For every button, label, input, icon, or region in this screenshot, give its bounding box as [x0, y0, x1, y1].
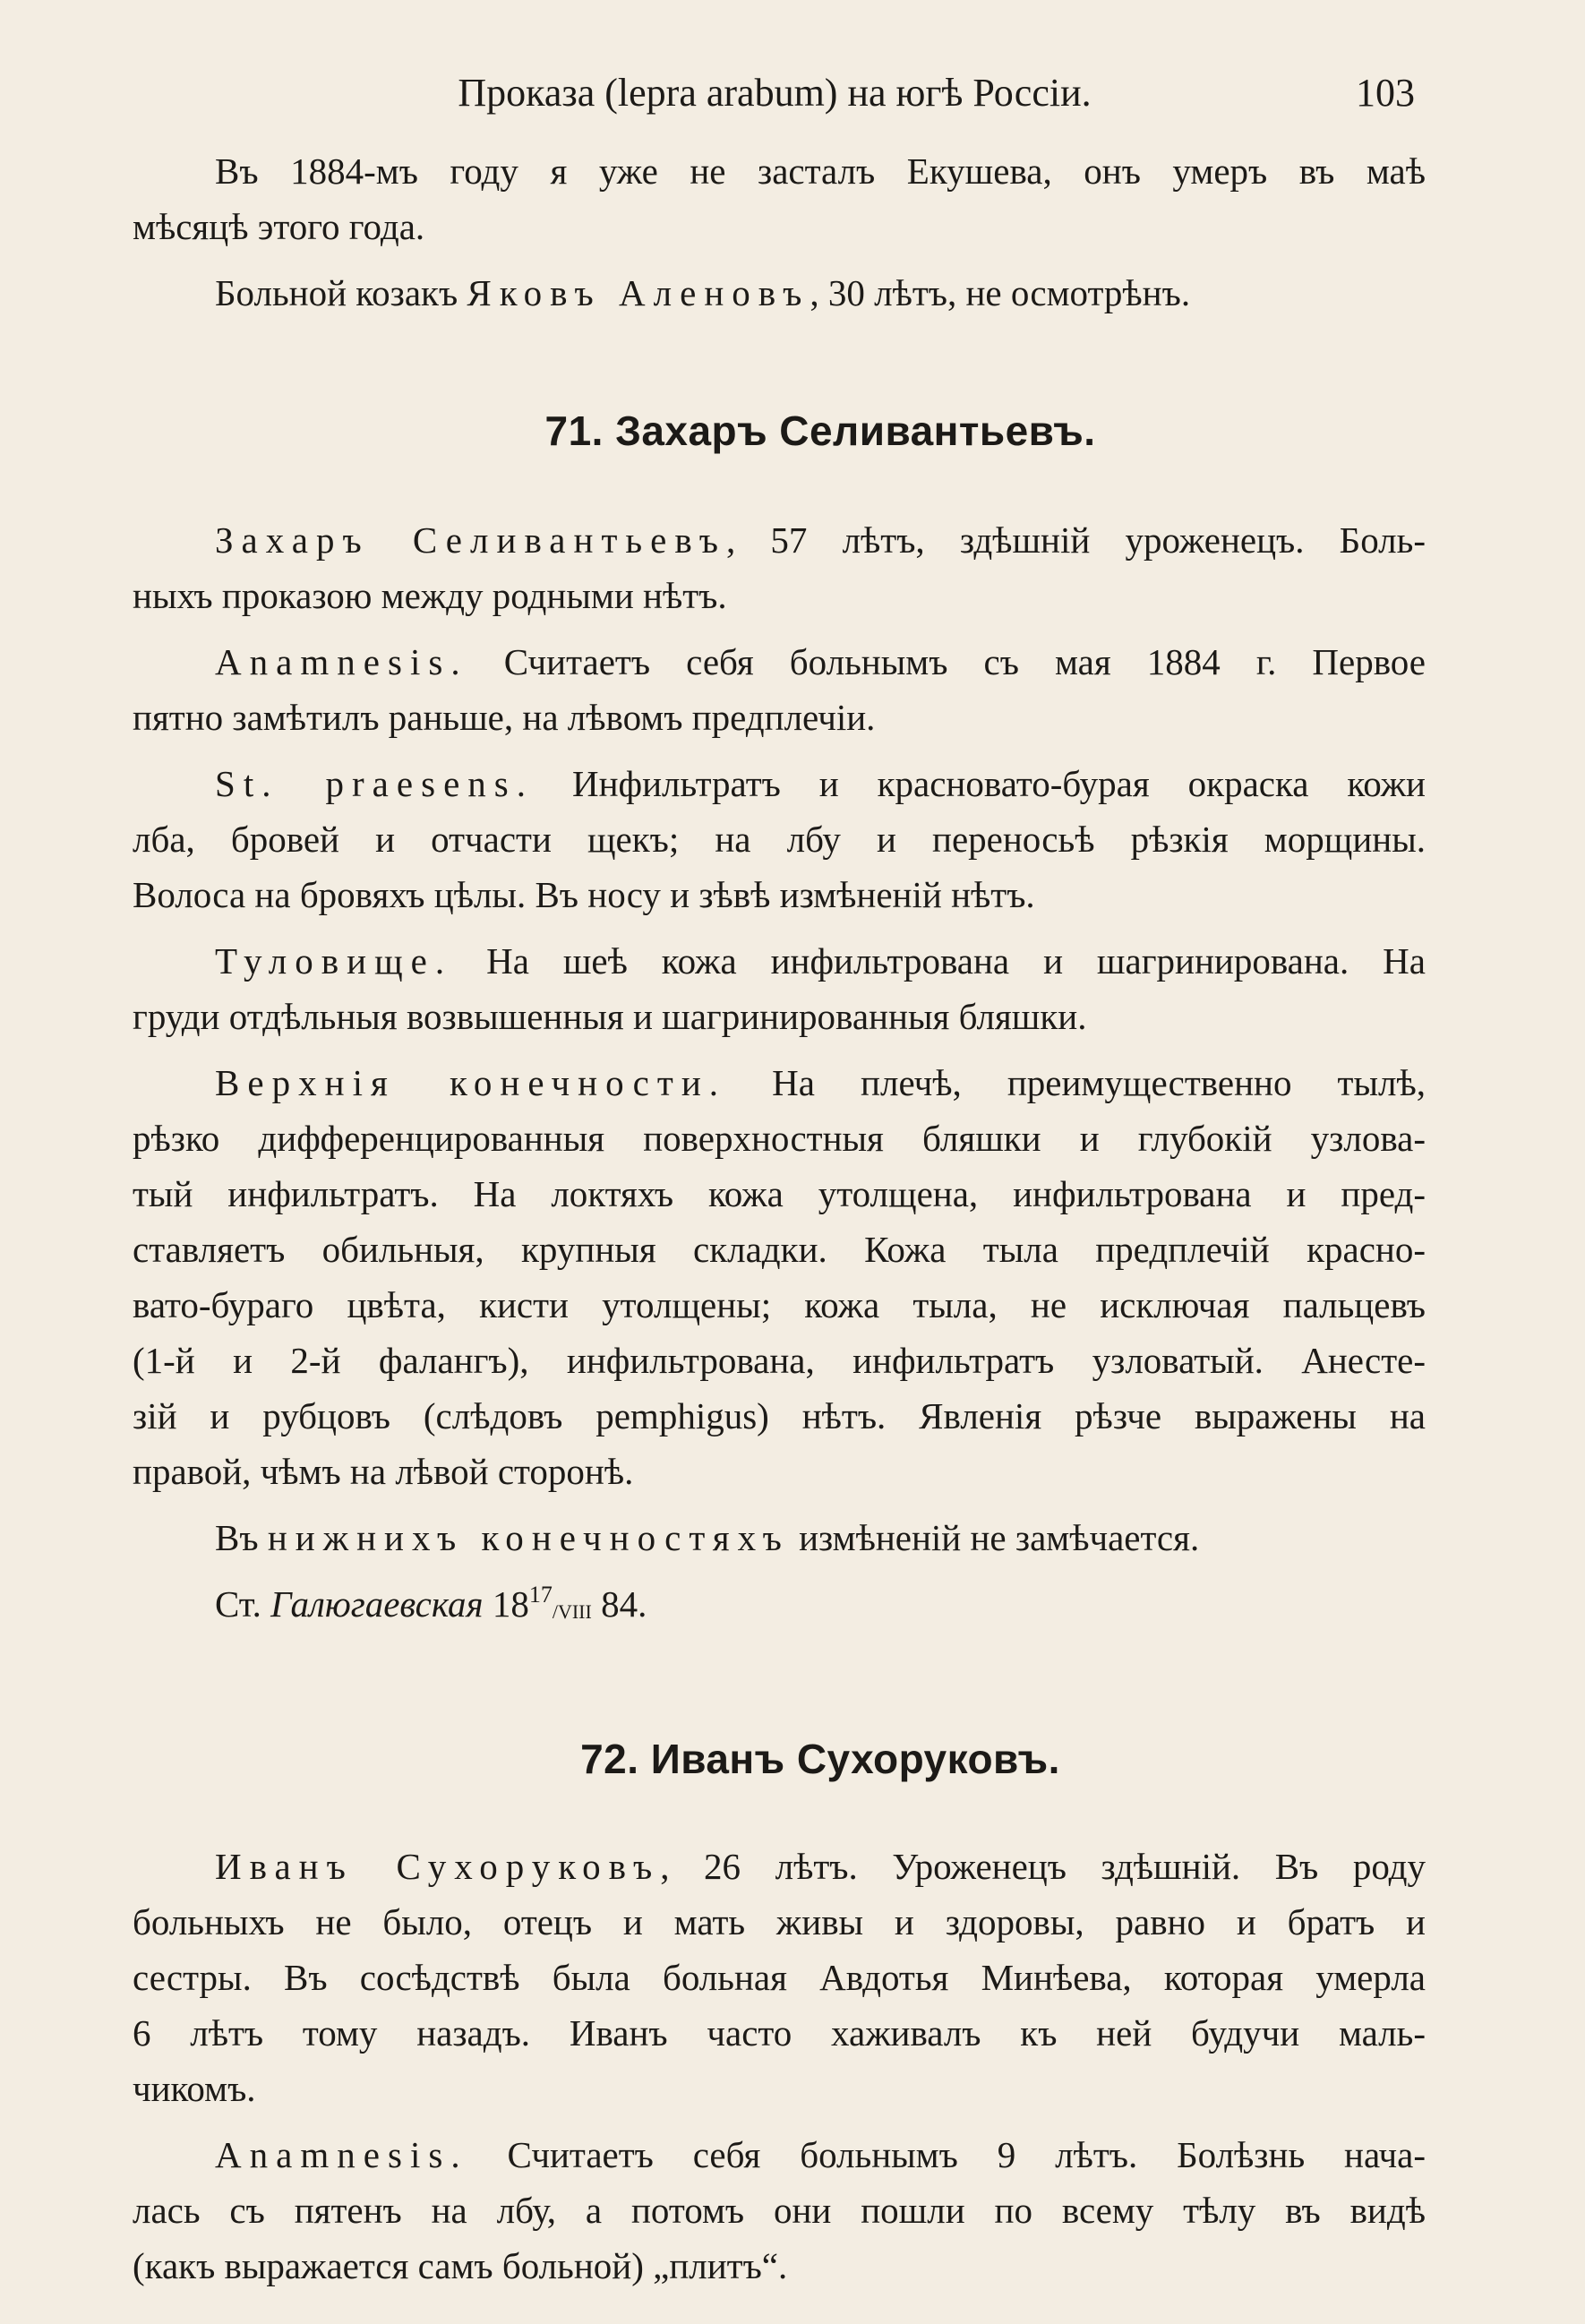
text-line — [133, 2127, 1426, 2183]
text-line: (какъ выражается самъ больной) „плитъ“. — [133, 2245, 788, 2286]
text-line: лась съ пятенъ на лбу, а потомъ они пошли по всему тѣлу въ видѣ — [133, 2190, 1426, 2231]
text-line: рѣзко дифференцированныя поверхностныя бляшки и глубокій узлова- — [133, 1118, 1426, 1159]
text-line: Въ 1884-мъ году я уже не засталъ Екушева, онъ умеръ въ маѣ — [215, 150, 1426, 192]
text-fragment: На плечѣ, преимущественно тылѣ, — [726, 1062, 1426, 1103]
person-name: Яковъ Аленовъ — [467, 272, 810, 313]
case-71-text — [133, 512, 1426, 1640]
text-line — [133, 1055, 1426, 1111]
text-line: ныхъ проказою между родными нѣтъ. — [133, 575, 727, 616]
person-name: Иванъ Сухоруковъ — [215, 1846, 661, 1887]
text-fragment: Въ — [215, 1517, 268, 1558]
case-72-paragraph-intro — [133, 1839, 1426, 2116]
case-72-text — [133, 1839, 1426, 2294]
running-header — [134, 63, 1415, 134]
case-71-status-praesens — [133, 756, 1426, 922]
text-fragment: , 30 лѣтъ, не осмотрѣнъ. — [810, 272, 1191, 313]
text-fragment: Больной козакъ — [215, 272, 467, 313]
section-label: St. praesens. — [215, 763, 535, 804]
case-71-signature — [133, 1576, 1426, 1640]
date-day: 17 — [528, 1582, 553, 1608]
section-label: Anamnesis. — [215, 641, 468, 682]
text-line: тый инфильтратъ. На локтяхъ кожа утолщена, инфильтрована и пред- — [133, 1173, 1426, 1214]
text-line: пятно замѣтилъ раньше, на лѣвомъ предплечіи. — [133, 697, 876, 738]
section-label: Верхнія конечности. — [215, 1062, 727, 1103]
text-line: (1-й и 2-й фалангъ), инфильтрована, инфильтратъ узловатый. Анесте- — [133, 1340, 1426, 1381]
text-fragment: Считаетъ себя больнымъ 9 лѣтъ. Болѣзнь нача- — [467, 2134, 1426, 2175]
text-line — [133, 1576, 1426, 1640]
intro-paragraph-1 — [133, 143, 1426, 254]
text-line: ставляетъ обильныя, крупныя складки. Кожа тыла предплечій красно- — [133, 1229, 1426, 1270]
text-line: зій и рубцовъ (слѣдовъ pemphigus) нѣтъ. Явленія рѣзче выражены на — [133, 1395, 1426, 1436]
text-fragment: , 26 лѣтъ. Уроженецъ здѣшній. Въ роду — [660, 1846, 1426, 1887]
text-fragment: измѣненій не замѣчается. — [789, 1517, 1200, 1558]
case-71-paragraph-intro — [133, 512, 1426, 623]
case-71-lower-limbs — [133, 1510, 1426, 1565]
text-line: Волоса на бровяхъ цѣлы. Въ носу и зѣвѣ измѣненій нѣтъ. — [133, 874, 1035, 915]
case-71-upper-limbs — [133, 1055, 1426, 1499]
date-month: /VIII — [552, 1600, 592, 1623]
date-year: 18 — [483, 1583, 529, 1625]
case-72-heading: 72. Иванъ Сухоруковъ. — [580, 1736, 1060, 1782]
text-line: 6 лѣтъ тому назадъ. Иванъ часто хаживалъ къ ней будучи маль- — [133, 2012, 1426, 2054]
text-line — [133, 1510, 1426, 1565]
text-line — [215, 265, 1426, 321]
section-label: Anamnesis. — [215, 2134, 468, 2175]
text-fragment: , 57 лѣтъ, здѣшній уроженецъ. Боль- — [725, 519, 1426, 561]
person-name: Захаръ Селивантьевъ — [215, 519, 726, 561]
text-line — [133, 933, 1426, 989]
section-label: Туловище. — [215, 940, 453, 982]
text-fragment: Считаетъ себя больнымъ съ мая 1884 г. Первое — [467, 641, 1426, 682]
text-line: правой, чѣмъ на лѣвой сторонѣ. — [133, 1451, 634, 1492]
text-fragment: На шеѣ кожа инфильтрована и шагринирована. На — [452, 940, 1426, 982]
case-71-anamnesis — [133, 634, 1426, 745]
running-title: Проказа (lepra arabum) на югѣ Россіи. — [458, 71, 1092, 115]
text-line: вато-бураго цвѣта, кисти утолщены; кожа тыла, не исключая пальцевъ — [133, 1284, 1426, 1325]
text-line: лба, бровей и отчасти щекъ; на лбу и переносьѣ рѣзкія морщины. — [133, 819, 1426, 860]
section-label: нижнихъ конечностяхъ — [267, 1517, 790, 1558]
text-line: груди отдѣльныя возвышенныя и шагринированныя бляшки. — [133, 996, 1087, 1037]
date-yy: 84. — [591, 1583, 647, 1625]
text-line — [133, 512, 1426, 568]
place-name: Галюгаевская — [270, 1583, 484, 1625]
text-line — [133, 634, 1426, 690]
case-72-anamnesis — [133, 2127, 1426, 2294]
intro-paragraph-2 — [215, 265, 1426, 321]
case-71-trunk — [133, 933, 1426, 1044]
text-line: чикомъ. — [133, 2068, 256, 2109]
text-fragment: Ст. — [215, 1583, 271, 1625]
case-71-heading: 71. Захаръ Селивантьевъ. — [544, 407, 1096, 454]
text-line: сестры. Въ сосѣдствѣ была больная Авдотья Минѣева, которая умерла — [133, 1957, 1426, 1998]
text-line — [133, 756, 1426, 811]
text-line: мѣсяцѣ этого года. — [133, 206, 425, 247]
page-body — [133, 143, 1426, 2304]
text-fragment: Инфильтратъ и красновато-бурая окраска кожи — [534, 763, 1426, 804]
page-number: 103 — [1356, 71, 1415, 115]
text-line — [133, 1839, 1426, 1894]
text-line: больныхъ не было, отецъ и мать живы и здоровы, равно и братъ и — [133, 1901, 1426, 1942]
